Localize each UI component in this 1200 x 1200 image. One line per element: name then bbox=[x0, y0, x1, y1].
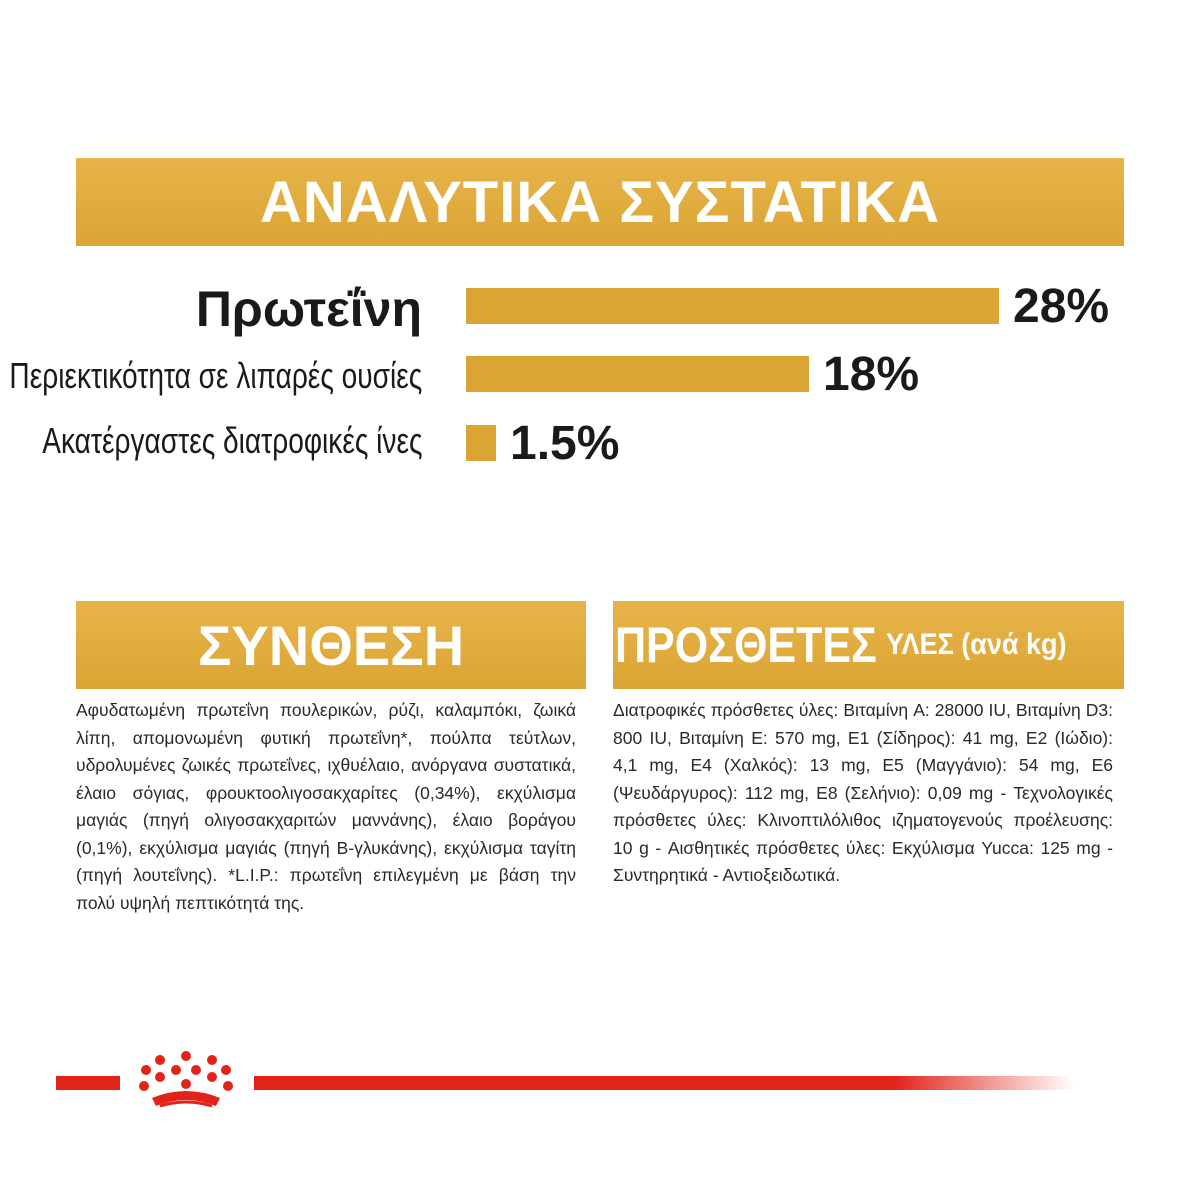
crude-fibre-bar bbox=[466, 425, 496, 461]
crown-icon bbox=[130, 1050, 242, 1114]
composition-banner bbox=[76, 601, 586, 689]
protein-label: Πρωτεΐνη bbox=[195, 281, 422, 337]
fat-content-bar-row bbox=[466, 347, 920, 401]
composition-text: Αφυδατωμένη πρωτεΐνη πουλερικών, ρύζι, καλαμπόκι, ζωικά λίπη, απομονωμένη φυτική πρωτεΐνη*, πούλπα τεύτλων, υδρολυμένες ζωικές πρωτεΐνες, ιχθυέλαιο, ανόργανα συστατικά, έλαιο σόγιας, φρουκτοολιγοσακχαρίτες (0,34%), εκχύλισμα μαγιάς (πηγή ολιγοσακχαριτών μαννάνης), έλαιο βοράγου (0,1%), εκχύλισμα μαγιάς (πηγή Β-γλυκάνης), εκχύλισμα ταγίτη (πηγή λουτεΐνης). *L.I.P.: πρωτεΐνη επιλεγμένη με βάση την πολύ υψηλή πεπτικότητά της. bbox=[76, 700, 576, 913]
fat-content-label: Περιεκτικότητα σε λιπαρές ουσίες bbox=[9, 355, 422, 396]
crude-fibre-value: 1.5% bbox=[510, 416, 620, 470]
fat-content-value: 18% bbox=[823, 347, 920, 401]
analytic-constituents-title: ΑΝΑΛΥΤΙΚΑ ΣΥΣΤΑΤΙΚΑ bbox=[260, 169, 940, 235]
fat-content-bar bbox=[466, 356, 809, 392]
footer-divider-right bbox=[254, 1076, 1074, 1090]
protein-bar-row bbox=[466, 279, 1110, 333]
additives-text: Διατροφικές πρόσθετες ύλες: Βιταμίνη A: 28000 IU, Βιταμίνη D3: 800 IU, Βιταμίνη E: 570 mg, E1 (Σίδηρος): 41 mg, E2 (Ιώδιο): 4,1 mg, E4 (Χαλκός): 13 mg, E5 (Μαγγάνιο): 54 mg, E6 (Ψευδάργυρος): 112 mg, E8 (Σελήνιο): 0,09 mg - Τεχνολογικές πρόσθετες ύλες: Κλινοπτιλόλιθος ιζηματογενούς προέλευσης: 10 g - Αισθητικές πρόσθετες ύλες: Εκχύλισμα Yucca: 125 mg - Συντηρητικά - Αντιοξειδωτικά. bbox=[613, 700, 1113, 885]
protein-value: 28% bbox=[1013, 279, 1110, 333]
crude-fibre-bar-row bbox=[466, 416, 620, 470]
composition-title: ΣΥΝΘΕΣΗ bbox=[197, 613, 465, 677]
additives-banner bbox=[613, 601, 1124, 689]
additives-title: ΠΡΟΣΘΕΤΕΣ bbox=[615, 617, 877, 673]
crude-fibre-label: Ακατέργαστες διατροφικές ίνες bbox=[41, 420, 422, 461]
additives-subtitle: ΥΛΕΣ (ανά kg) bbox=[885, 628, 1066, 661]
analytic-constituents-banner bbox=[76, 158, 1124, 246]
protein-bar bbox=[466, 288, 999, 324]
footer-divider-left bbox=[56, 1076, 120, 1090]
